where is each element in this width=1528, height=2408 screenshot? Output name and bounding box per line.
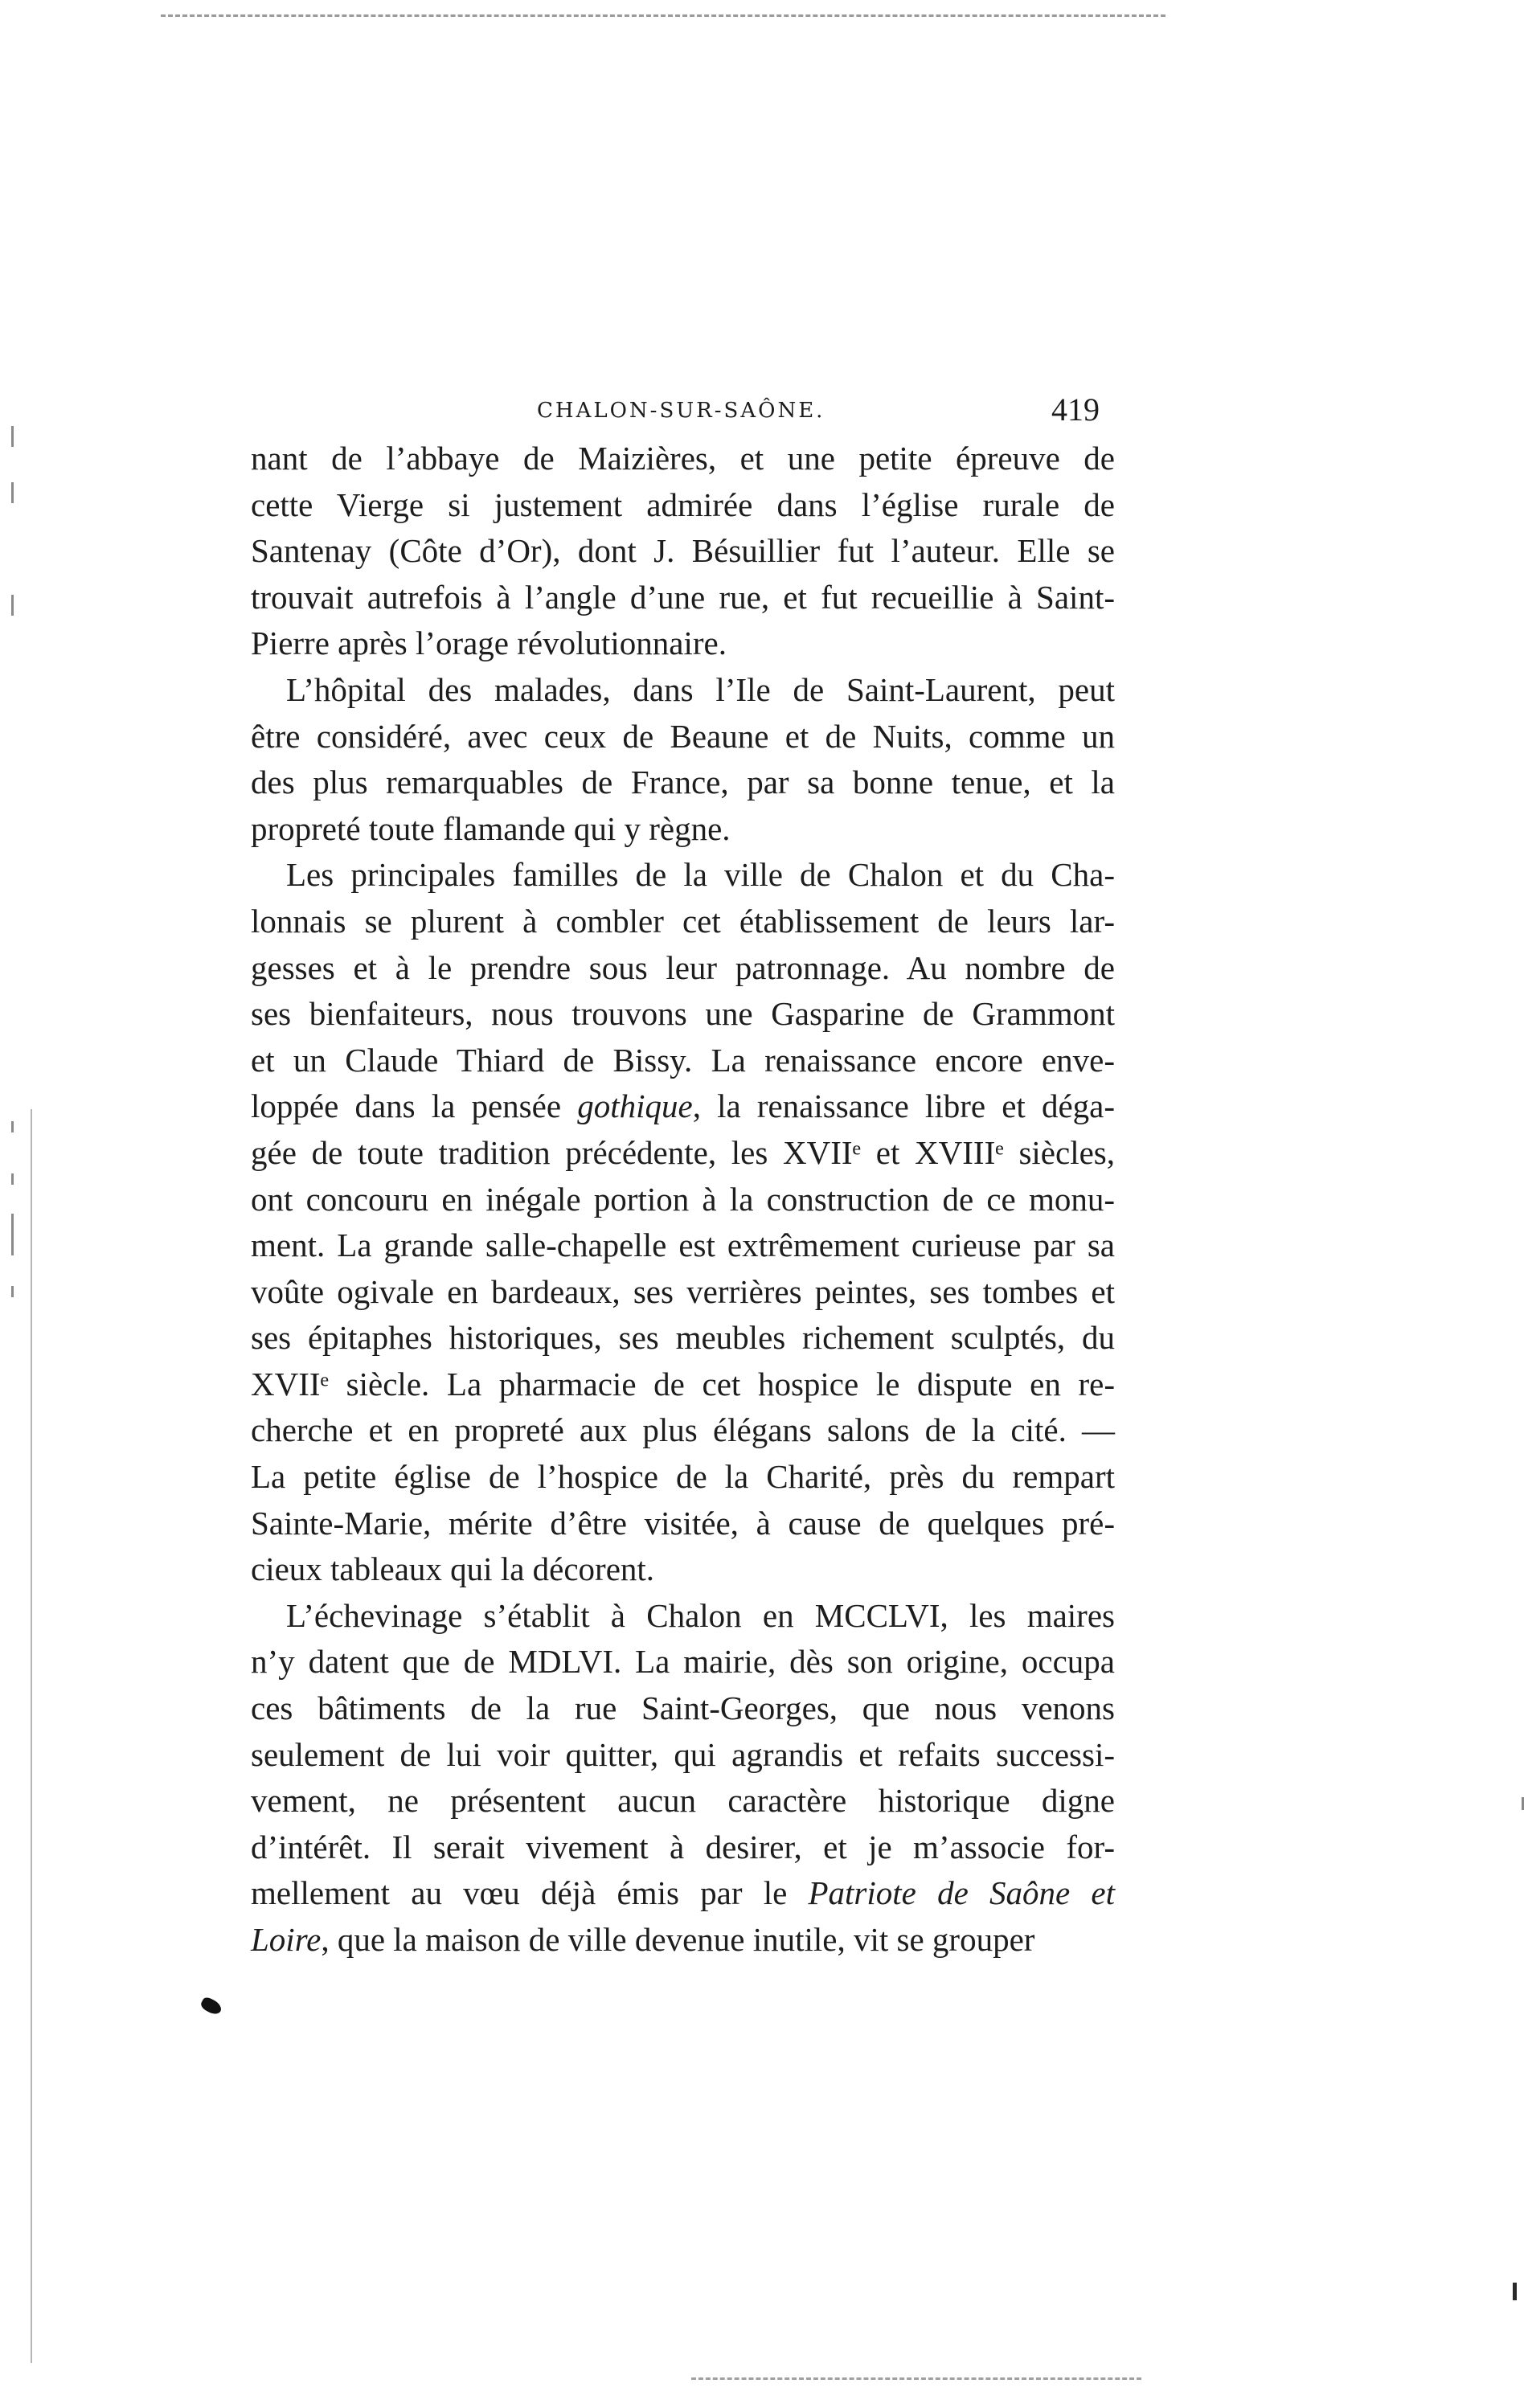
text-segment: trouvait autrefois à l’angle d’une rue, et fut recueillie à Saint- bbox=[251, 578, 1115, 616]
text-segment: propreté toute flamande qui y règne. bbox=[251, 809, 731, 847]
text-segment: , la renaissance libre et déga- bbox=[692, 1087, 1116, 1125]
text-segment: vement, ne présentent aucun caractère historique digne bbox=[251, 1782, 1115, 1820]
text-line bbox=[251, 1732, 1115, 1779]
text-segment: L’échevinage s’établit à Chalon en MCCLVI, les maires bbox=[286, 1596, 1115, 1634]
text-line bbox=[251, 899, 1115, 945]
text-line bbox=[251, 1824, 1115, 1871]
text-line bbox=[251, 714, 1115, 760]
text-segment: Santenay (Côte d’Or), dont J. Bésuillier fut l’auteur. Elle se bbox=[251, 532, 1115, 570]
text-line bbox=[251, 1362, 1115, 1408]
ink-blot-mark bbox=[199, 1996, 223, 2017]
text-segment: ont concouru en inégale portion à la construction de ce monu- bbox=[251, 1180, 1115, 1218]
text-segment: ment. La grande salle-chapelle est extrêmement curieuse par sa bbox=[251, 1227, 1115, 1264]
text-line bbox=[251, 1315, 1115, 1362]
text-segment: XVIIᵉ siècle. La pharmacie de cet hospice le dispute en re- bbox=[251, 1365, 1115, 1403]
text-segment: La petite église de l’hospice de la Charité, près du rempart bbox=[251, 1458, 1115, 1496]
text-line bbox=[251, 1177, 1115, 1223]
text-line bbox=[251, 482, 1115, 529]
text-line bbox=[251, 620, 1115, 667]
scan-artifact-tick bbox=[11, 1214, 14, 1255]
text-segment: n’y datent que de MDLVI. La mairie, dès son origine, occupa bbox=[251, 1643, 1115, 1681]
page-number: 419 bbox=[1051, 391, 1100, 428]
text-line bbox=[251, 436, 1115, 482]
text-segment: seulement de lui voir quitter, qui agrandis et refaits successi- bbox=[251, 1735, 1115, 1773]
scan-artifact-tick bbox=[11, 482, 14, 503]
text-line bbox=[251, 1778, 1115, 1824]
scan-artifact-tick bbox=[11, 595, 14, 616]
text-segment: nant de l’abbaye de Maizières, et une petite épreuve de bbox=[251, 440, 1115, 477]
text-segment: gée de toute tradition précédente, les XVIIᵉ et XVIIIᵉ siècles, bbox=[251, 1133, 1115, 1171]
text-segment: L’hôpital des malades, dans l’Ile de Saint-Laurent, peut bbox=[286, 670, 1115, 708]
text-segment: Pierre après l’orage révolutionnaire. bbox=[251, 625, 727, 662]
text-line bbox=[251, 1222, 1115, 1269]
scan-artifact-bottom bbox=[691, 2377, 1141, 2380]
text-segment: être considéré, avec ceux de Beaune et de Nuits, comme un bbox=[251, 717, 1115, 755]
text-line bbox=[251, 852, 1115, 899]
text-line bbox=[251, 1454, 1115, 1501]
text-line bbox=[251, 1639, 1115, 1685]
text-line bbox=[251, 1038, 1115, 1084]
text-line bbox=[251, 1870, 1115, 1917]
text-line bbox=[251, 1269, 1115, 1316]
text-segment: cieux tableaux qui la décorent. bbox=[251, 1550, 655, 1588]
text-segment: cherche et en propreté aux plus élégans salons de la cité. — bbox=[251, 1411, 1115, 1449]
text-line bbox=[251, 528, 1115, 575]
text-segment: ses épitaphes historiques, ses meubles richement sculptés, du bbox=[251, 1319, 1115, 1357]
scan-artifact-tick bbox=[11, 1121, 14, 1132]
text-line bbox=[251, 1130, 1115, 1177]
text-line bbox=[251, 991, 1115, 1038]
scan-artifact-tick bbox=[1513, 2283, 1517, 2300]
text-line bbox=[251, 1407, 1115, 1454]
body-text bbox=[251, 436, 1115, 1964]
text-line bbox=[251, 1685, 1115, 1732]
text-segment: lonnais se plurent à combler cet établissement de leurs lar- bbox=[251, 902, 1115, 940]
text-line bbox=[251, 1501, 1115, 1547]
text-segment: Sainte-Marie, mérite d’être visitée, à cause de quelques pré- bbox=[251, 1504, 1115, 1542]
scan-artifact-tick bbox=[11, 1286, 14, 1297]
text-line bbox=[251, 945, 1115, 992]
text-segment: , que la maison de ville devenue inutile, vit se grouper bbox=[321, 1921, 1035, 1958]
text-segment: cette Vierge si justement admirée dans l’église rurale de bbox=[251, 485, 1115, 523]
text-line bbox=[251, 1917, 1115, 1964]
scan-artifact-tick bbox=[11, 1173, 14, 1185]
text-segment: ses bienfaiteurs, nous trouvons une Gasparine de Grammont bbox=[251, 995, 1115, 1033]
text-line bbox=[251, 1083, 1115, 1130]
text-segment: des plus remarquables de France, par sa bonne tenue, et la bbox=[251, 764, 1115, 801]
text-segment: ces bâtiments de la rue Saint-Georges, que nous venons bbox=[251, 1689, 1115, 1727]
text-segment: et un Claude Thiard de Bissy. La renaissance encore enve- bbox=[251, 1041, 1115, 1079]
scan-artifact-top bbox=[161, 14, 1165, 17]
text-line bbox=[251, 1593, 1115, 1640]
text-line bbox=[251, 667, 1115, 714]
text-line bbox=[251, 806, 1115, 853]
text-segment: d’intérêt. Il serait vivement à desirer, et je m’associe for- bbox=[251, 1828, 1115, 1865]
text-segment: loppée dans la pensée bbox=[251, 1087, 578, 1125]
scan-artifact-left-rule bbox=[31, 1109, 32, 2363]
italic-text: Patriote de Saône et bbox=[808, 1874, 1115, 1912]
text-line bbox=[251, 1546, 1115, 1593]
italic-text: Loire bbox=[251, 1921, 322, 1958]
text-segment: gesses et à le prendre sous leur patronnage. Au nombre de bbox=[251, 948, 1115, 986]
text-segment: Les principales familles de la ville de Chalon et du Cha- bbox=[286, 856, 1115, 894]
text-line bbox=[251, 575, 1115, 621]
italic-text: gothique bbox=[577, 1087, 693, 1125]
text-line bbox=[251, 760, 1115, 806]
scan-artifact-tick bbox=[11, 426, 14, 447]
text-segment: mellement au vœu déjà émis par le bbox=[251, 1874, 809, 1912]
text-segment: voûte ogivale en bardeaux, ses verrières peintes, ses tombes et bbox=[251, 1272, 1115, 1310]
scan-artifact-tick bbox=[1522, 1797, 1524, 1810]
running-head: CHALON-SUR-SAÔNE. bbox=[537, 399, 825, 423]
